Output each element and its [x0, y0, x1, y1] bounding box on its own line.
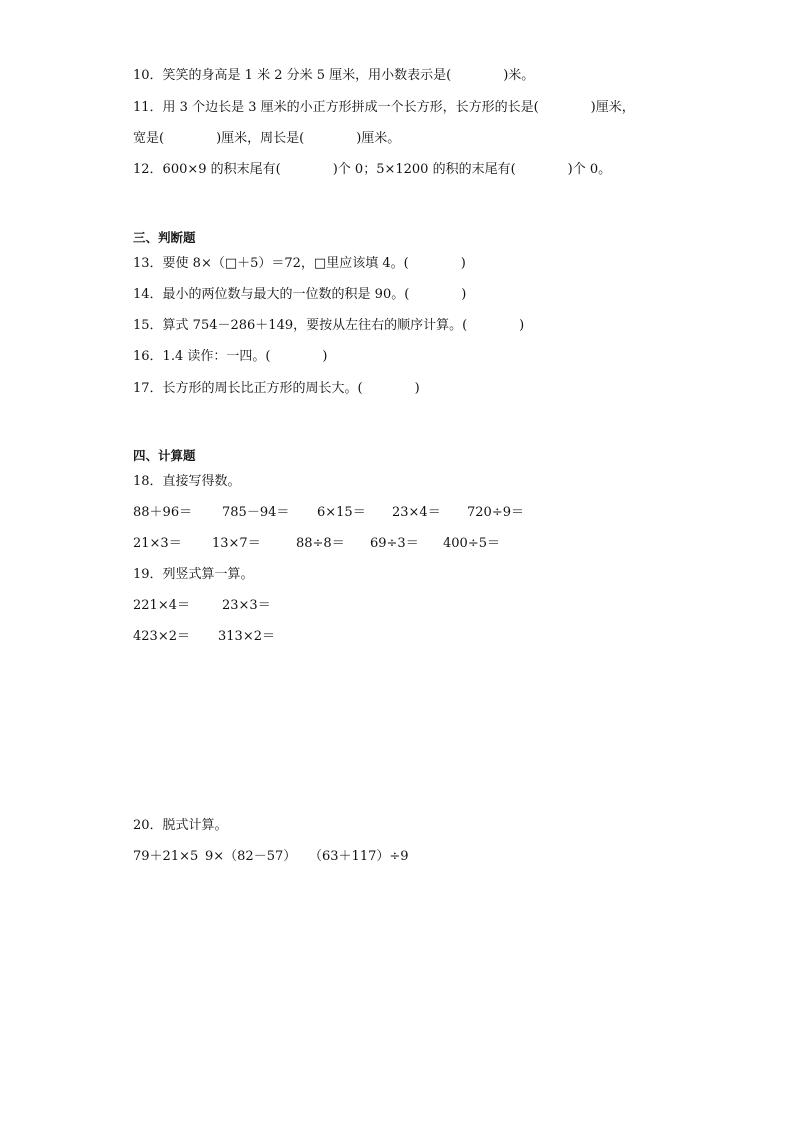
question-18: 18．直接写得数。	[133, 474, 241, 489]
q18-item: 785－94＝	[222, 505, 290, 520]
q19-item: 423×2＝	[133, 629, 190, 644]
question-17: 17．长方形的周长比正方形的周长大。( )	[133, 381, 420, 396]
q19-item: 313×2＝	[218, 629, 275, 644]
question-19: 19．列竖式算一算。	[133, 567, 254, 582]
question-14: 14．最小的两位数与最大的一位数的积是 90。( )	[133, 287, 467, 302]
q19-item: 221×4＝	[133, 598, 190, 613]
question-20: 20．脱式计算。	[133, 818, 228, 833]
section-3-heading: 三、判断题	[133, 230, 196, 245]
question-12: 12．600×9 的积末尾有( )个 0；5×1200 的积的末尾有( )个 0。	[133, 162, 612, 177]
q18-item: 6×15＝	[317, 505, 366, 520]
q18-item: 720÷9＝	[467, 505, 524, 520]
question-15: 15．算式 754－286＋149，要按从左往右的顺序计算。( )	[133, 318, 525, 333]
section-4-heading: 四、计算题	[133, 448, 196, 463]
q18-item: 69÷3＝	[370, 536, 419, 551]
q20-item: 79＋21×5	[133, 849, 199, 864]
q18-item: 21×3＝	[133, 536, 182, 551]
q18-item: 88＋96＝	[133, 505, 193, 520]
q18-item: 88÷8＝	[296, 536, 345, 551]
question-13: 13．要使 8×（□＋5）＝72，□里应该填 4。( )	[133, 256, 466, 271]
q18-item: 23×4＝	[392, 505, 441, 520]
question-16: 16．1.4 读作：一四。( )	[133, 349, 328, 364]
question-11-line1: 11．用 3 个边长是 3 厘米的小正方形拼成一个长方形，长方形的长是( )厘米，	[133, 100, 635, 115]
q20-item: 9×（82－57）	[205, 849, 297, 864]
q18-item: 400÷5＝	[443, 536, 500, 551]
question-10: 10．笑笑的身高是 1 米 2 分米 5 厘米，用小数表示是( )米。	[133, 68, 535, 83]
q19-item: 23×3＝	[222, 598, 271, 613]
q20-item: （63＋117）÷9	[309, 849, 409, 864]
question-11-line2: 宽是( )厘米，周长是( )厘米。	[133, 131, 401, 146]
q18-item: 13×7＝	[212, 536, 261, 551]
